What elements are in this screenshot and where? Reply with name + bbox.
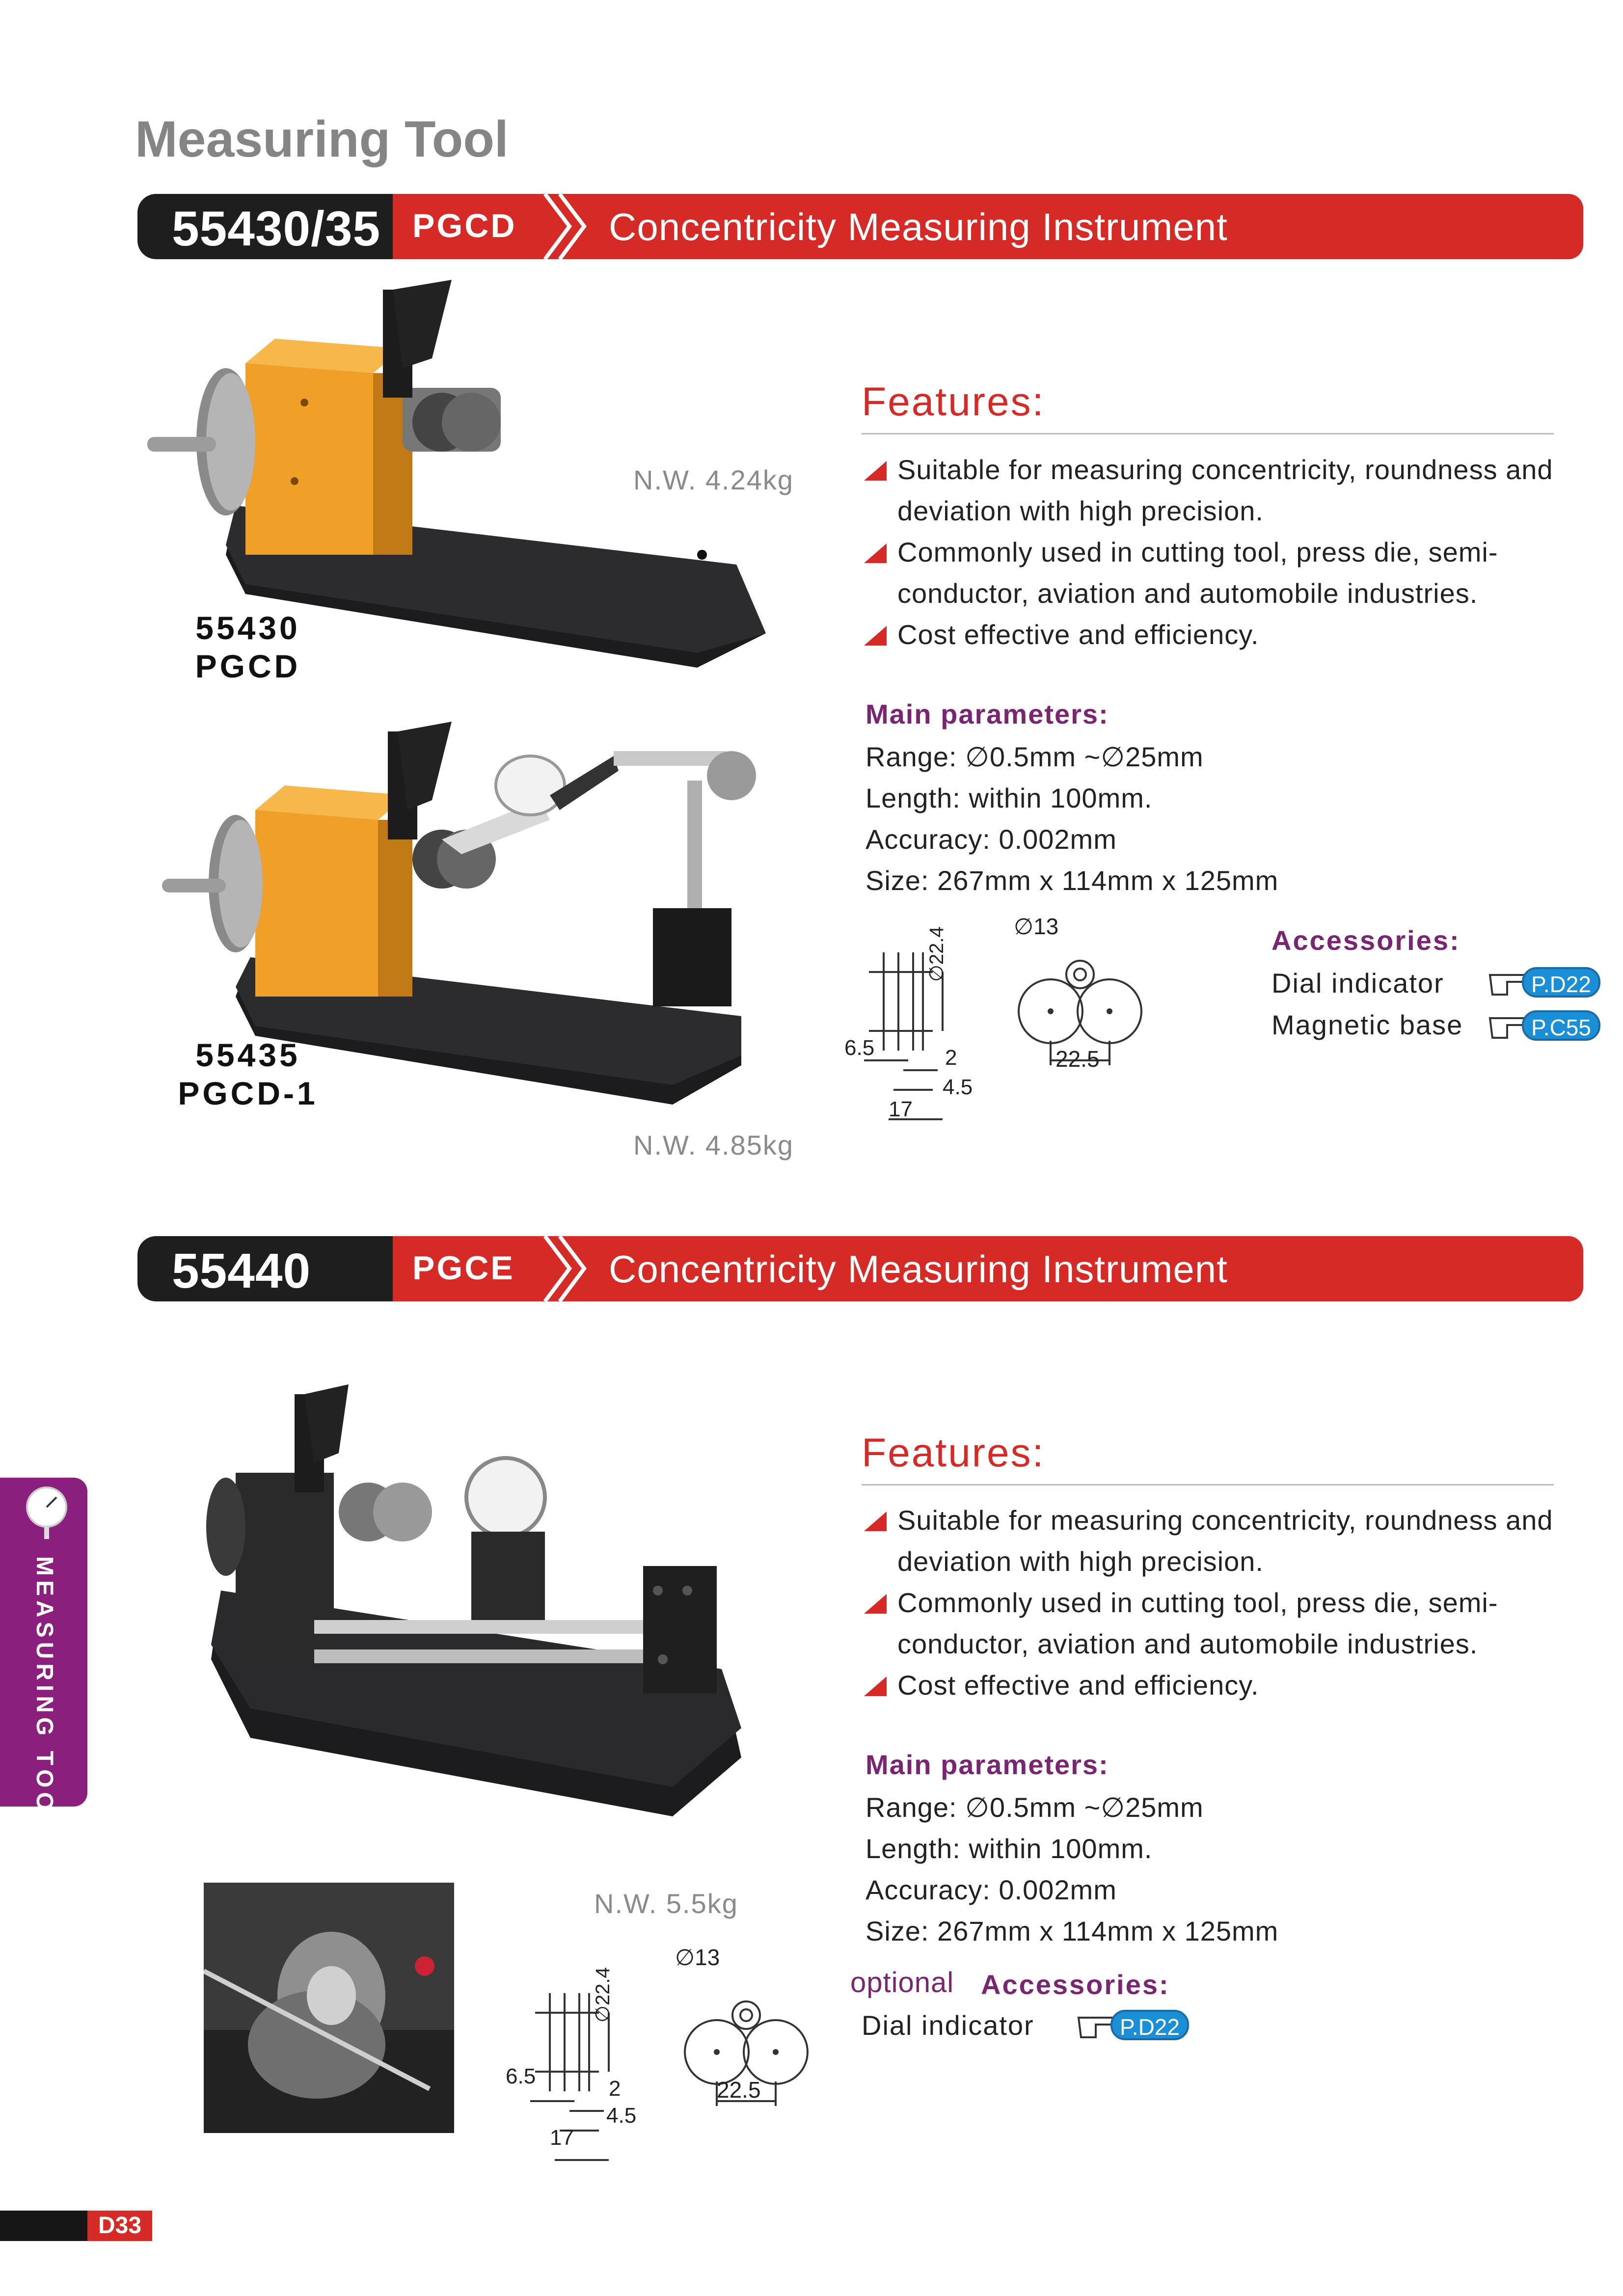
page-title: Measuring Tool bbox=[135, 111, 509, 168]
param-accuracy: Accuracy: 0.002mm bbox=[866, 1874, 1117, 1905]
section-banner-55440 bbox=[137, 1236, 1583, 1301]
feature-item bbox=[864, 1665, 1591, 1706]
dim-2: 2 bbox=[609, 2077, 621, 2101]
banner-title: Concentricity Measuring Instrument bbox=[609, 1247, 1228, 1291]
chevron-icon bbox=[540, 194, 594, 259]
features-list bbox=[864, 449, 1591, 655]
page-ref-link[interactable]: P.D22 bbox=[1488, 965, 1605, 1000]
product-label-55430 bbox=[184, 609, 312, 685]
net-weight: N.W. 5.5kg bbox=[594, 1888, 738, 1919]
accessory-dial-indicator: Dial indicator bbox=[1271, 968, 1444, 999]
feature-text: Cost effective and efficiency. bbox=[897, 619, 1259, 650]
features-title: Features: bbox=[862, 1431, 1045, 1475]
product-image-55440 bbox=[191, 1384, 746, 1826]
accessory-magnetic-base: Magnetic base bbox=[1271, 1009, 1463, 1040]
accessories-title: Accessories: bbox=[981, 1969, 1170, 2000]
accessory-dial-indicator: Dial indicator bbox=[862, 2010, 1034, 2041]
features-divider bbox=[862, 433, 1554, 434]
section-banner-55430 bbox=[137, 194, 1583, 259]
param-size: Size: 267mm x 114mm x 125mm bbox=[866, 1916, 1279, 1946]
triangle-bullet-icon bbox=[864, 1512, 887, 1531]
page-number: D33 bbox=[87, 2211, 152, 2241]
triangle-bullet-icon bbox=[864, 626, 887, 646]
features-list bbox=[864, 1500, 1591, 1706]
product-model: 55430 bbox=[195, 610, 300, 646]
params-title: Main parameters: bbox=[866, 1749, 1109, 1780]
feature-item bbox=[864, 614, 1591, 655]
feature-text: Commonly used in cutting tool, press die, semi-conductor, aviation and automobile industries. bbox=[897, 1587, 1498, 1659]
param-size: Size: 267mm x 114mm x 125mm bbox=[866, 865, 1279, 896]
feature-text: Suitable for measuring concentricity, roundness and deviation with high precision. bbox=[897, 454, 1553, 526]
dim-225: 22.5 bbox=[717, 2077, 761, 2103]
inset-photo bbox=[204, 1883, 454, 2133]
dim-45: 4.5 bbox=[606, 2104, 637, 2128]
triangle-bullet-icon bbox=[864, 1594, 887, 1614]
banner-model: 55440 bbox=[172, 1243, 311, 1298]
net-weight: N.W. 4.24kg bbox=[633, 464, 794, 495]
product-model: 55435 bbox=[195, 1037, 300, 1073]
param-length: Length: within 100mm. bbox=[866, 1833, 1153, 1864]
param-length: Length: within 100mm. bbox=[866, 783, 1153, 813]
dim-45: 4.5 bbox=[943, 1075, 973, 1099]
chevron-icon bbox=[540, 1236, 594, 1301]
param-range: Range: ∅0.5mm ~∅25mm bbox=[866, 1792, 1204, 1823]
page-ref-link[interactable]: P.C55 bbox=[1488, 1008, 1605, 1044]
banner-title: Concentricity Measuring Instrument bbox=[609, 205, 1228, 248]
dim-2: 2 bbox=[945, 1046, 957, 1070]
params-list bbox=[866, 1787, 1278, 1952]
accessories-title: Accessories: bbox=[1271, 925, 1461, 956]
page-ref-link[interactable]: P.D22 bbox=[1076, 2008, 1194, 2043]
dim-225: 22.5 bbox=[1055, 1046, 1100, 1072]
dimension-diagram bbox=[835, 913, 1168, 1139]
triangle-bullet-icon bbox=[864, 543, 887, 563]
dim-17: 17 bbox=[550, 2126, 574, 2150]
params-list bbox=[866, 736, 1278, 901]
product-label-55435 bbox=[174, 1036, 322, 1112]
dim-65: 6.5 bbox=[506, 2064, 536, 2088]
side-tab-label: MEASURING TOOL bbox=[31, 1556, 57, 1834]
params-title: Main parameters: bbox=[866, 699, 1109, 729]
features-divider bbox=[862, 1484, 1554, 1486]
triangle-bullet-icon bbox=[864, 461, 887, 481]
param-accuracy: Accuracy: 0.002mm bbox=[866, 824, 1117, 855]
feature-text: Cost effective and efficiency. bbox=[897, 1670, 1259, 1701]
feature-item bbox=[864, 1500, 1591, 1582]
optional-label: optional bbox=[850, 1967, 954, 1999]
banner-code: PGCD bbox=[412, 207, 517, 244]
param-range: Range: ∅0.5mm ~∅25mm bbox=[866, 741, 1204, 772]
dim-17: 17 bbox=[889, 1097, 913, 1121]
feature-item bbox=[864, 532, 1591, 614]
feature-item bbox=[864, 449, 1591, 532]
net-weight: N.W. 4.85kg bbox=[633, 1130, 794, 1161]
feature-item bbox=[864, 1582, 1591, 1665]
triangle-bullet-icon bbox=[864, 1676, 887, 1696]
feature-text: Suitable for measuring concentricity, roundness and deviation with high precision. bbox=[897, 1505, 1553, 1577]
dim-d13: ∅13 bbox=[1014, 914, 1059, 939]
banner-model: 55430/35 bbox=[172, 201, 381, 256]
dim-65: 6.5 bbox=[844, 1036, 875, 1060]
dial-gauge-icon bbox=[25, 1485, 69, 1539]
dim-d224: ∅22.4 bbox=[926, 926, 947, 982]
feature-text: Commonly used in cutting tool, press die, semi-conductor, aviation and automobile industries. bbox=[897, 537, 1498, 609]
features-title: Features: bbox=[862, 379, 1045, 424]
product-code: PGCD bbox=[195, 648, 301, 684]
banner-code: PGCE bbox=[412, 1249, 515, 1287]
dim-d13: ∅13 bbox=[675, 1945, 720, 1970]
product-code: PGCD-1 bbox=[178, 1075, 318, 1111]
dim-d224: ∅22.4 bbox=[592, 1967, 614, 2023]
